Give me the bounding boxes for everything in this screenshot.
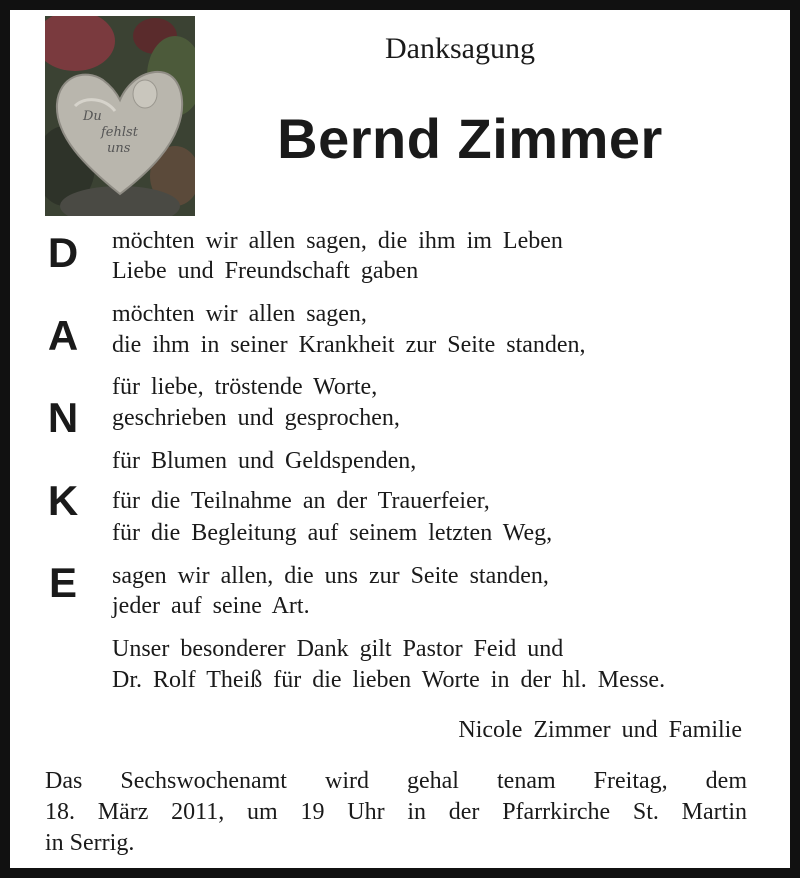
svg-text:fehlst: fehlst — [101, 125, 138, 140]
text-line: möchten wir allen sagen, — [112, 301, 367, 327]
text-line: jeder auf seine Art. — [112, 593, 310, 619]
acrostic-letter-a: A — [47, 312, 79, 359]
heart-stone-illustration — [45, 16, 195, 216]
deceased-name: Bernd Zimmer — [277, 107, 663, 170]
acrostic-letter-e: E — [48, 559, 77, 606]
obituary-notice — [10, 10, 790, 868]
acrostic-letter-d: D — [47, 229, 79, 276]
acrostic-letter-k: K — [47, 477, 79, 524]
text-line: geschrieben und gesprochen, — [112, 405, 400, 431]
memorial-heart-photo — [45, 16, 195, 216]
footer-line: Das Sechswochenamt wird gehal tenam Freitag, dem — [45, 768, 747, 794]
text-line: für Blumen und Geldspenden, — [112, 448, 417, 474]
svg-text:Du: Du — [83, 109, 102, 124]
text-line: für die Begleitung auf seinem letzten Weg, — [112, 520, 553, 546]
footer-line: in Serrig. — [45, 830, 135, 856]
acrostic-letter-n: N — [47, 394, 79, 441]
page-title: Danksagung — [385, 32, 535, 65]
text-line: möchten wir allen sagen, die ihm im Leben — [112, 228, 563, 254]
text-line: für die Teilnahme an der Trauerfeier, — [112, 488, 490, 514]
text-line: die ihm in seiner Krankheit zur Seite standen, — [112, 332, 586, 358]
svg-text:uns: uns — [107, 141, 131, 156]
footer-line: 18. März 2011, um 19 Uhr in der Pfarrkirche St. Martin — [45, 799, 747, 825]
text-line: Unser besonderer Dank gilt Pastor Feid und — [112, 636, 564, 662]
text-line: Liebe und Freundschaft gaben — [112, 258, 419, 284]
text-line: sagen wir allen, die uns zur Seite standen, — [112, 563, 549, 589]
text-line: Dr. Rolf Theiß für die lieben Worte in der hl. Messe. — [112, 667, 666, 693]
text-line: für liebe, tröstende Worte, — [112, 374, 378, 400]
signature: Nicole Zimmer und Familie — [458, 717, 742, 743]
